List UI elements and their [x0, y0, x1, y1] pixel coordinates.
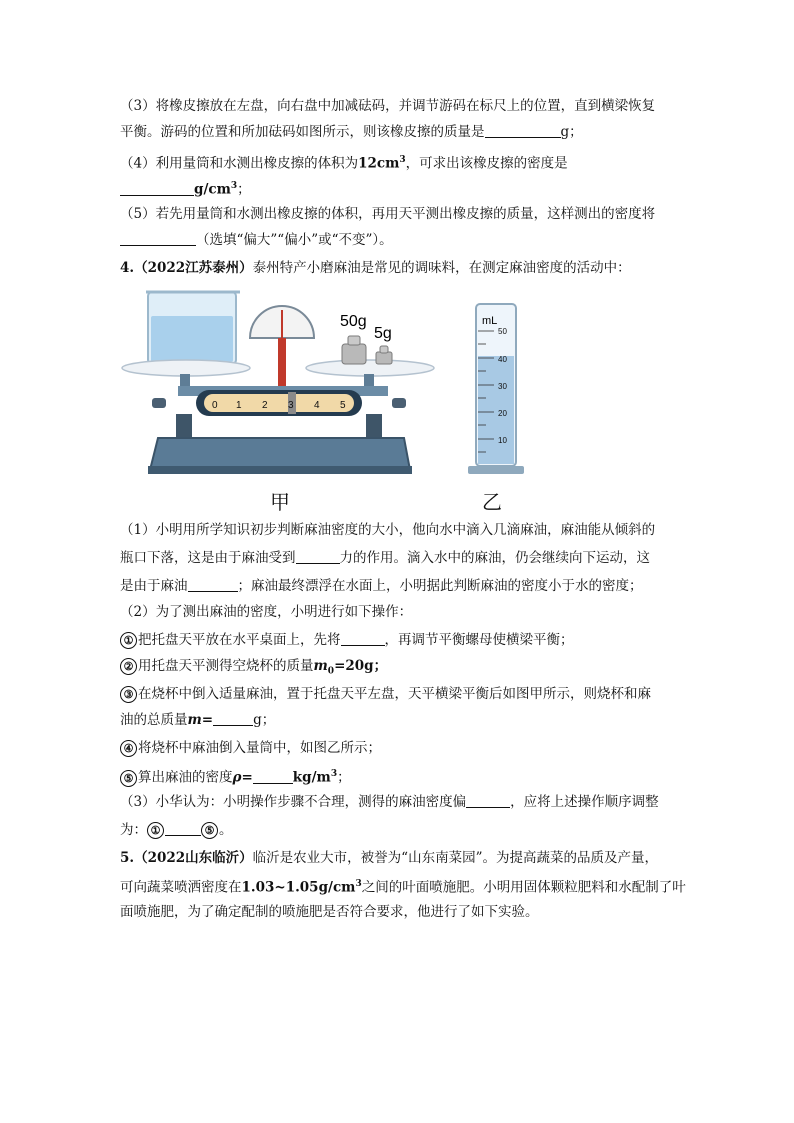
graduated-cylinder-icon	[468, 304, 524, 474]
svg-text:50: 50	[498, 327, 507, 336]
q4-part3-line1: （3）小华认为：小明操作步骤不合理，测得的麻油密度偏 ，应将上述操作顺序调整	[120, 794, 659, 810]
left-adjust-knob	[152, 398, 166, 408]
answer-blank[interactable]	[213, 711, 253, 726]
caption-jia: 甲	[270, 490, 290, 514]
q4-part1-line1: （1）小明用所学知识初步判断麻油密度的大小，他向水中滴入几滴麻油，麻油能从倾斜的	[120, 522, 656, 538]
q4-part2-intro: （2）为了测出麻油的密度，小明进行如下操作：	[120, 604, 413, 620]
q4-step5: ⑤ 算出麻油的密度$\rho= kg/m^3$；	[120, 764, 680, 788]
q4-part3-line2: 为： ① ⑤ 。	[120, 822, 233, 838]
answer-blank[interactable]	[485, 123, 561, 138]
answer-blank[interactable]	[466, 793, 510, 808]
answer-blank[interactable]	[120, 181, 194, 196]
svg-text:10: 10	[498, 436, 507, 445]
svg-text:3: 3	[288, 400, 294, 411]
q5-line2: 可向蔬菜喷洒密度在$1.03\sim 1.05g/cm^3$之间的叶面喷施肥。小明用固体颗粒肥料和水配制了叶	[120, 879, 686, 896]
answer-blank[interactable]	[253, 769, 293, 784]
svg-text:30: 30	[498, 382, 507, 391]
balance-base	[150, 438, 410, 470]
svg-text:1: 1	[236, 400, 242, 411]
q3-step5-line2: （选填“偏大”“偏小”或“不变”）。	[120, 230, 680, 250]
q4-step3-line1: ③ 在烧杯中倒入适量麻油，置于托盘天平左盘，天平横梁平衡后如图甲所示，则烧杯和麻	[120, 684, 680, 704]
svg-text:5: 5	[340, 400, 346, 411]
cylinder-unit-label: mL	[482, 315, 498, 327]
q4-step2: ② 用托盘天平测得空烧杯的质量$m_0=20g$；	[120, 656, 680, 682]
q3-step4-line1: （4）利用量筒和水测出橡皮擦的体积为$12cm^3$，可求出该橡皮擦的密度是	[120, 155, 568, 172]
q4-part1-line3: 是由于麻油 ；麻油最终漂浮在水面上，小明据此判断麻油的密度小于水的密度；	[120, 578, 643, 594]
svg-text:40: 40	[498, 355, 507, 364]
q3-step4-line2: $g/cm^3$；	[120, 176, 680, 200]
caption-yi: 乙	[482, 490, 502, 514]
q4-part1-line2: 瓶口下落，这是由于麻油受到 力的作用。滴入水中的麻油，仍会继续向下运动，这	[120, 550, 650, 566]
svg-text:0: 0	[212, 400, 218, 411]
rider-scale	[196, 390, 362, 416]
svg-text:2: 2	[262, 400, 268, 411]
answer-blank[interactable]	[341, 631, 385, 646]
left-pan	[122, 360, 250, 376]
q3-step3-line1: （3）将橡皮擦放在左盘，向右盘中加减砝码，并调节游码在标尺上的位置，直到横梁恢复	[120, 98, 656, 114]
q4-step3-line2: 油的总质量m= g；	[120, 712, 276, 728]
answer-blank[interactable]	[188, 577, 238, 592]
q4-step4: ④ 将烧杯中麻油倒入量筒中，如图乙所示；	[120, 738, 680, 758]
balance-and-cylinder-figure	[118, 286, 558, 516]
right-pan	[306, 360, 434, 376]
weight-5g-icon	[376, 346, 392, 364]
q3-step5-line1: （5）若先用量筒和水测出橡皮擦的体积，再用天平测出橡皮擦的质量，这样测出的密度将	[120, 206, 656, 222]
figure-illustration	[118, 286, 558, 516]
q4-step1: ① 把托盘天平放在水平桌面上，先将 ，再调节平衡螺母使横梁平衡；	[120, 630, 680, 650]
balance-dial	[250, 306, 314, 398]
q3-step3-line2: 平衡。游码的位置和所加砝码如图所示，则该橡皮擦的质量是 g；	[120, 124, 583, 140]
q5-line1: 5.（2022山东临沂）临沂是农业大市，被誉为“山东南菜园”。为提高蔬菜的品质及产量，	[120, 850, 658, 866]
answer-blank[interactable]	[165, 821, 201, 836]
right-adjust-knob	[392, 398, 406, 408]
beaker-icon	[146, 292, 240, 364]
q5-line3: 面喷施肥，为了确定配制的喷施肥是否符合要求，他进行了如下实验。	[120, 904, 539, 920]
answer-blank[interactable]	[120, 231, 196, 246]
svg-text:20: 20	[498, 409, 507, 418]
answer-blank[interactable]	[296, 549, 340, 564]
weight-50g-icon	[342, 336, 366, 364]
svg-text:4: 4	[314, 400, 320, 411]
q4-stem: 4.（2022江苏泰州）泰州特产小磨麻油是常见的调味料，在测定麻油密度的活动中：	[120, 260, 631, 276]
weight-50g-label: 50g	[340, 313, 367, 330]
weight-5g-label: 5g	[374, 325, 392, 342]
